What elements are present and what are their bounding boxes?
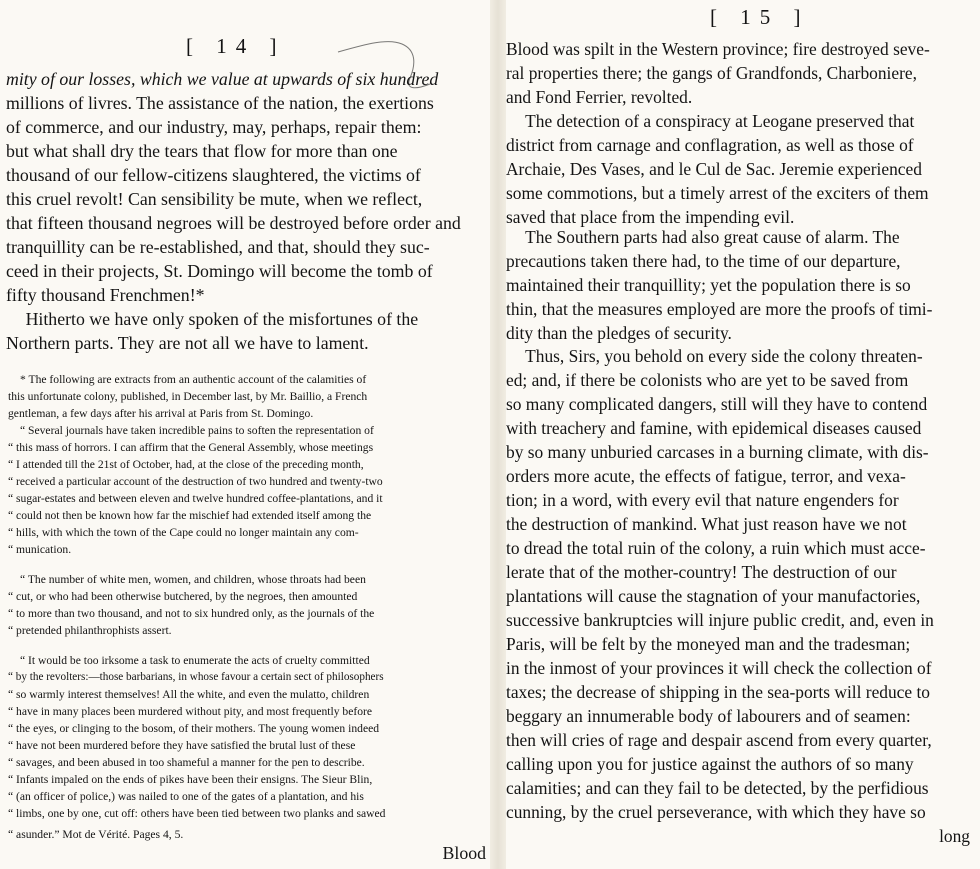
footnote-line: “ have not been murdered before they have satisfied the brutal lust of these [8,739,356,752]
body-line: precautions taken there had, to the time of our departure, [506,251,901,271]
body-line: in the inmost of your provinces it will check the collection of [506,658,932,678]
body-line: thousand of our fellow-citizens slaughtered, the victims of [6,165,421,185]
footnote-line: “ The number of white men, women, and children, whose throats had been [20,573,366,586]
body-line: The Southern parts had also great cause of alarm. The [525,227,900,247]
body-line: ral properties there; the gangs of Grandfonds, Charboniere, [506,63,917,83]
body-line: fifty thousand Frenchmen!* [6,285,205,305]
body-line: calling upon you for justice against the authors of so many [506,754,914,774]
body-line: dity than the pledges of security. [506,323,732,343]
footnote-line: “ It would be too irksome a task to enumerate the acts of cruelty committed [20,654,370,667]
footnote-line: “ cut, or who had been otherwise butchered, by the negroes, then amounted [8,590,358,603]
body-line: mity of our losses, which we value at upwards of six hundred [6,69,439,89]
footnote-line: “ could not then be known how far the mischief had extended itself among the [8,509,372,522]
footnote-line: “ to more than two thousand, and not to six hundred only, as the journals of the [8,607,375,620]
footnote-line: “ Several journals have taken incredible pains to soften the representation of [20,424,374,437]
body-line: that fifteen thousand negroes will be destroyed before order and [6,213,461,233]
body-line: millions of livres. The assistance of the nation, the exertions [6,93,434,113]
body-line: plantations will cause the stagnation of your manufactories, [506,586,921,606]
body-line: Northern parts. They are not all we have to lament. [6,333,369,353]
body-line: the destruction of mankind. What just reason have we not [506,514,907,534]
body-line: then will cries of rage and despair ascend from every quarter, [506,730,932,750]
footnote-line: “ received a particular account of the destruction of two hundred and twenty-two [8,475,383,488]
body-line: to dread the total ruin of the colony, a ruin which must acce- [506,538,926,558]
footnote-line: “ by the revolters:—those barbarians, in whose favour a certain sect of philosophers [8,671,384,683]
catchword: Blood [442,843,486,863]
footnote-line: “ limbs, one by one, cut off: others have been tied between two planks and sawed [8,807,386,820]
body-line: orders more acute, the effects of fatigue, terror, and vexa- [506,466,906,486]
footnote-line: “ munication. [8,543,72,556]
body-line: successive bankruptcies will injure public credit, and, even in [506,610,934,630]
body-line: thin, that the measures employed are more the proofs of timi- [506,299,933,319]
footnote-line: “ savages, and been abused in too shameful a manner for the pen to describe. [8,756,365,769]
footnote-line: “ sugar-estates and between eleven and twelve hundred coffee-plantations, and it [8,492,383,505]
body-line: with treachery and famine, with epidemical diseases caused [506,418,922,438]
body-line: ed; and, if there be colonists who are yet to be saved from [506,370,909,390]
footnote-line: “ so warmly interest themselves! All the white, and even the mulatto, children [8,688,370,701]
body-line: this cruel revolt! Can sensibility be mute, when we reflect, [6,189,423,209]
body-line: cunning, by the cruel perseverance, with which they have so [506,802,926,822]
footnote-line: “ the eyes, or clinging to the bosom, of their mothers. The young women indeed [8,722,380,735]
body-line: Archaie, Des Vases, and le Cul de Sac. Jeremie experienced [506,159,922,179]
body-line: beggary an innumerable body of labourers and of seamen: [506,706,911,726]
body-line: tion; in a word, with every evil that nature engenders for [506,490,899,510]
right-page [506,0,976,869]
footnote-line: * The following are extracts from an authentic account of the calamities of [20,373,367,386]
footnote-line: “ have in many places been murdered without pity, and most frequently before [8,705,373,718]
body-line: and Fond Ferrier, revolted. [506,87,693,107]
body-line: lerate that of the mother-country! The destruction of our [506,562,897,582]
body-line: Hitherto we have only spoken of the misfortunes of the [25,309,419,329]
body-line: Paris, will be felt by the moneyed man and the tradesman; [506,634,911,654]
book-gutter [490,0,506,869]
footnote-line: “ asunder.” Mot de Vérité. Pages 4, 5. [8,828,184,841]
footnote-line: “ I attended till the 21st of October, had, at the close of the preceding month, [8,458,364,471]
footnote-line: “ Infants impaled on the ends of pikes have been their ensigns. The Sieur Blin, [8,773,373,786]
footnote-line: “ (an officer of police,) was nailed to one of the gates of a plantation, and his [8,790,364,803]
body-line: so many complicated dangers, still will they have to contend [506,394,928,414]
body-line: but what shall dry the tears that flow for more than one [6,141,398,161]
body-line: ceed in their projects, St. Domingo will become the tomb of [6,261,433,281]
body-line: some commotions, but a timely arrest of the exciters of them [506,183,929,203]
body-line: district from carnage and conflagration, as well as those of [506,135,914,155]
body-line: calamities; and can they fail to be detected, by the perfidious [506,778,929,798]
body-line: The detection of a conspiracy at Leogane preserved that [525,111,915,131]
body-line: taxes; the decrease of shipping in the sea-ports will reduce to [506,682,930,702]
body-line: tranquillity can be re-established, and that, should they suc- [6,237,430,257]
footnote-line: “ this mass of horrors. I can affirm that the General Assembly, whose meetings [8,441,374,454]
body-line: saved that place from the impending evil. [506,207,795,227]
footnote-line: “ hills, with which the town of the Cape could no longer maintain any com- [8,526,359,539]
footnote-line: this unfortunate colony, published, in December last, by Mr. Baillio, a French [8,390,368,403]
body-line: of commerce, and our industry, may, perhaps, repair them: [6,117,422,137]
body-line: maintained their tranquillity; yet the population there is so [506,275,911,295]
body-line: Blood was spilt in the Western province; fire destroyed seve- [506,39,930,59]
page-number: [ 15 ] [710,5,810,29]
footnote-line: gentleman, a few days after his arrival at Paris from St. Domingo. [8,407,314,420]
catchword: long [939,826,970,846]
body-line: Thus, Sirs, you behold on every side the colony threaten- [525,346,923,366]
page-number: [ 14 ] [186,34,286,58]
body-line: by so many unburied carcases in a burning climate, with dis- [506,442,929,462]
footnote-line: “ pretended philanthrophists assert. [8,624,172,637]
